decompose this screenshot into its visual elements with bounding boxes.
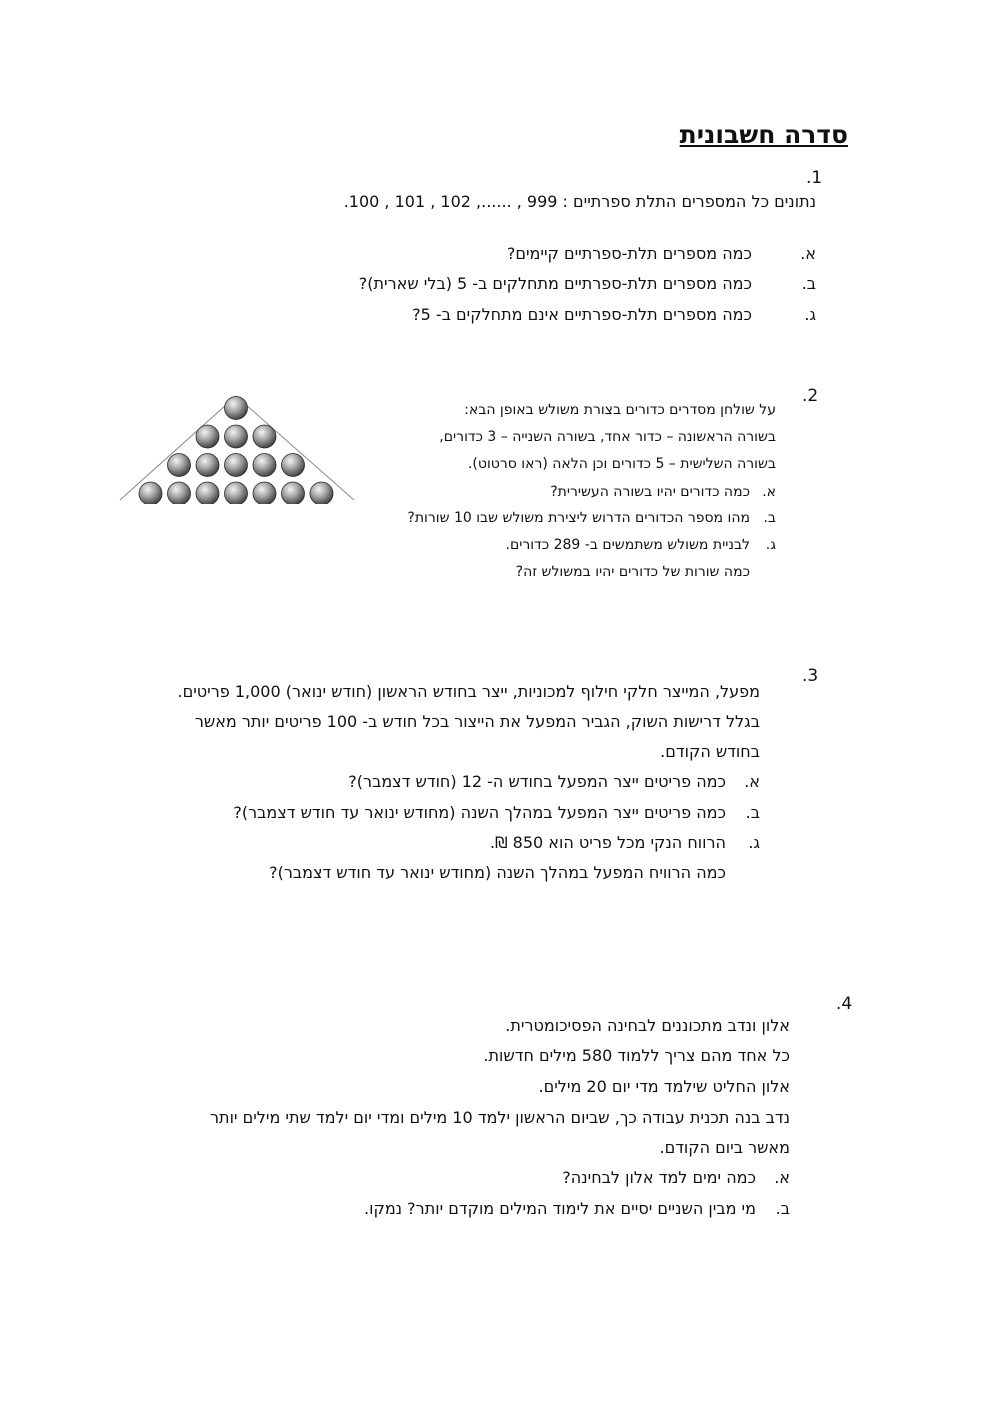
pyramid-ball — [225, 454, 248, 477]
question-4-line-1: אלון ונדב מתכוננים לבחינה הפסיכומטרית. — [505, 1016, 790, 1035]
pyramid-balls — [139, 397, 333, 505]
pyramid-ball — [225, 397, 248, 420]
item-text: כמה מספרים תלת-ספרתיים מתחלקים ב- 5 (בלי שארית)? — [358, 274, 752, 293]
item-text: כמה מספרים תלת-ספרתיים אינם מתחלקים ב- 5? — [412, 305, 752, 324]
question-3-line-2: בגלל דרישות השוק, הגביר המפעל את הייצור בכל חודש ב- 100 פריטים יותר מאשר — [194, 712, 760, 731]
item-letter: א. — [800, 244, 816, 263]
question-1-item-c — [412, 305, 816, 324]
question-4-line-2: כל אחד מהם צריך ללמוד 580 מילים חדשות. — [483, 1046, 790, 1065]
question-1-intro: נתונים כל המספרים התלת ספרתיים : 999 , ......, 102 , 101 , 100. — [343, 192, 816, 211]
pyramid-ball — [196, 425, 219, 448]
pyramid-ball — [310, 482, 333, 504]
pyramid-ball — [253, 454, 276, 477]
question-4-item-b — [364, 1199, 790, 1218]
question-2-number: .2 — [802, 386, 819, 406]
pyramid-ball — [168, 482, 191, 504]
pyramid-ball — [225, 425, 248, 448]
question-3-item-a — [348, 772, 760, 791]
item-letter: ב. — [763, 510, 776, 526]
question-3-item-b — [233, 803, 760, 822]
question-1-item-b — [359, 274, 816, 293]
item-letter: א. — [774, 1168, 790, 1187]
item-letter: ב. — [801, 274, 816, 293]
question-4-item-a — [562, 1168, 790, 1187]
item-text: כמה כדורים יהיו בשורה העשירית? — [550, 484, 750, 500]
pyramid-ball — [282, 482, 305, 504]
question-2-line-2: בשורה הראשונה – כדור אחד, בשורה השנייה – 3 כדורים, — [439, 429, 776, 445]
pyramid-ball — [253, 425, 276, 448]
question-2-line-3: בשורה השלישית – 5 כדורים וכן הלאה (ראו סרטוט). — [467, 456, 776, 472]
pyramid-ball — [168, 454, 191, 477]
item-text: מי מבין השניים יסיים את לימוד המילים מוקדם יותר? נמקו. — [364, 1199, 756, 1218]
ball-pyramid-figure — [118, 392, 358, 504]
question-3-number: .3 — [802, 666, 819, 686]
item-text: הרווח הנקי מכל פריט הוא 850 ₪. — [489, 833, 726, 852]
item-text: מהו מספר הכדורים הדרוש ליצירת משולש שבו 10 שורות? — [407, 510, 750, 526]
question-2-line-1: על שולחן מסדרים כדורים בצורת משולש באופן הבא: — [464, 402, 776, 418]
pyramid-ball — [196, 482, 219, 504]
pyramid-ball — [282, 454, 305, 477]
item-letter: ב. — [775, 1199, 790, 1218]
question-1-item-a — [507, 244, 816, 263]
item-letter: ג. — [765, 537, 776, 553]
question-3-item-c — [490, 833, 760, 852]
question-4-number: .4 — [836, 994, 853, 1014]
pyramid-ball — [139, 482, 162, 504]
item-letter: א. — [744, 772, 760, 791]
item-letter: א. — [762, 484, 776, 500]
question-4-line-3: אלון החליט שילמד מדי יום 20 מילים. — [538, 1077, 790, 1096]
page-title: סדרה חשבונית — [679, 120, 848, 149]
item-letter: ג. — [804, 305, 816, 324]
pyramid-ball — [225, 482, 248, 504]
item-letter: ב. — [745, 803, 760, 822]
item-text: כמה ימים למד אלון לבחינה? — [562, 1168, 756, 1187]
item-text: כמה פריטים ייצר המפעל בחודש ה- 12 (חודש דצמבר)? — [348, 772, 726, 791]
item-letter: ג. — [748, 833, 760, 852]
question-3-line-3: בחודש הקודם. — [660, 742, 760, 761]
item-text: כמה מספרים תלת-ספרתיים קיימים? — [506, 244, 752, 263]
question-3-continuation: כמה הרוויח המפעל במהלך השנה (מחודש ינואר עד חודש דצמבר)? — [269, 863, 726, 882]
question-4-line-4: נדב בנה תכנית עבודה כך, שביום הראשון ילמד 10 מילים ומדי יום ילמד שתי מילים יותר — [210, 1108, 790, 1127]
pyramid-ball — [196, 454, 219, 477]
question-2-item-c — [506, 537, 777, 553]
question-2-continuation: כמה שורות של כדורים יהיו במשולש זה? — [515, 564, 750, 580]
question-4-line-5: מאשר ביום הקודם. — [659, 1138, 790, 1157]
item-text: לבניית משולש משתמשים ב- 289 כדורים. — [505, 537, 750, 553]
question-2-item-b — [407, 510, 776, 526]
item-text: כמה פריטים ייצר המפעל במהלך השנה (מחודש ינואר עד חודש דצמבר)? — [233, 803, 726, 822]
question-1-number: .1 — [806, 168, 823, 188]
pyramid-ball — [253, 482, 276, 504]
question-3-line-1: מפעל, המייצר חלקי חילוף למכוניות, ייצר בחודש הראשון (חודש ינואר) 1,000 פריטים. — [177, 682, 760, 701]
question-2-item-a — [550, 484, 776, 500]
